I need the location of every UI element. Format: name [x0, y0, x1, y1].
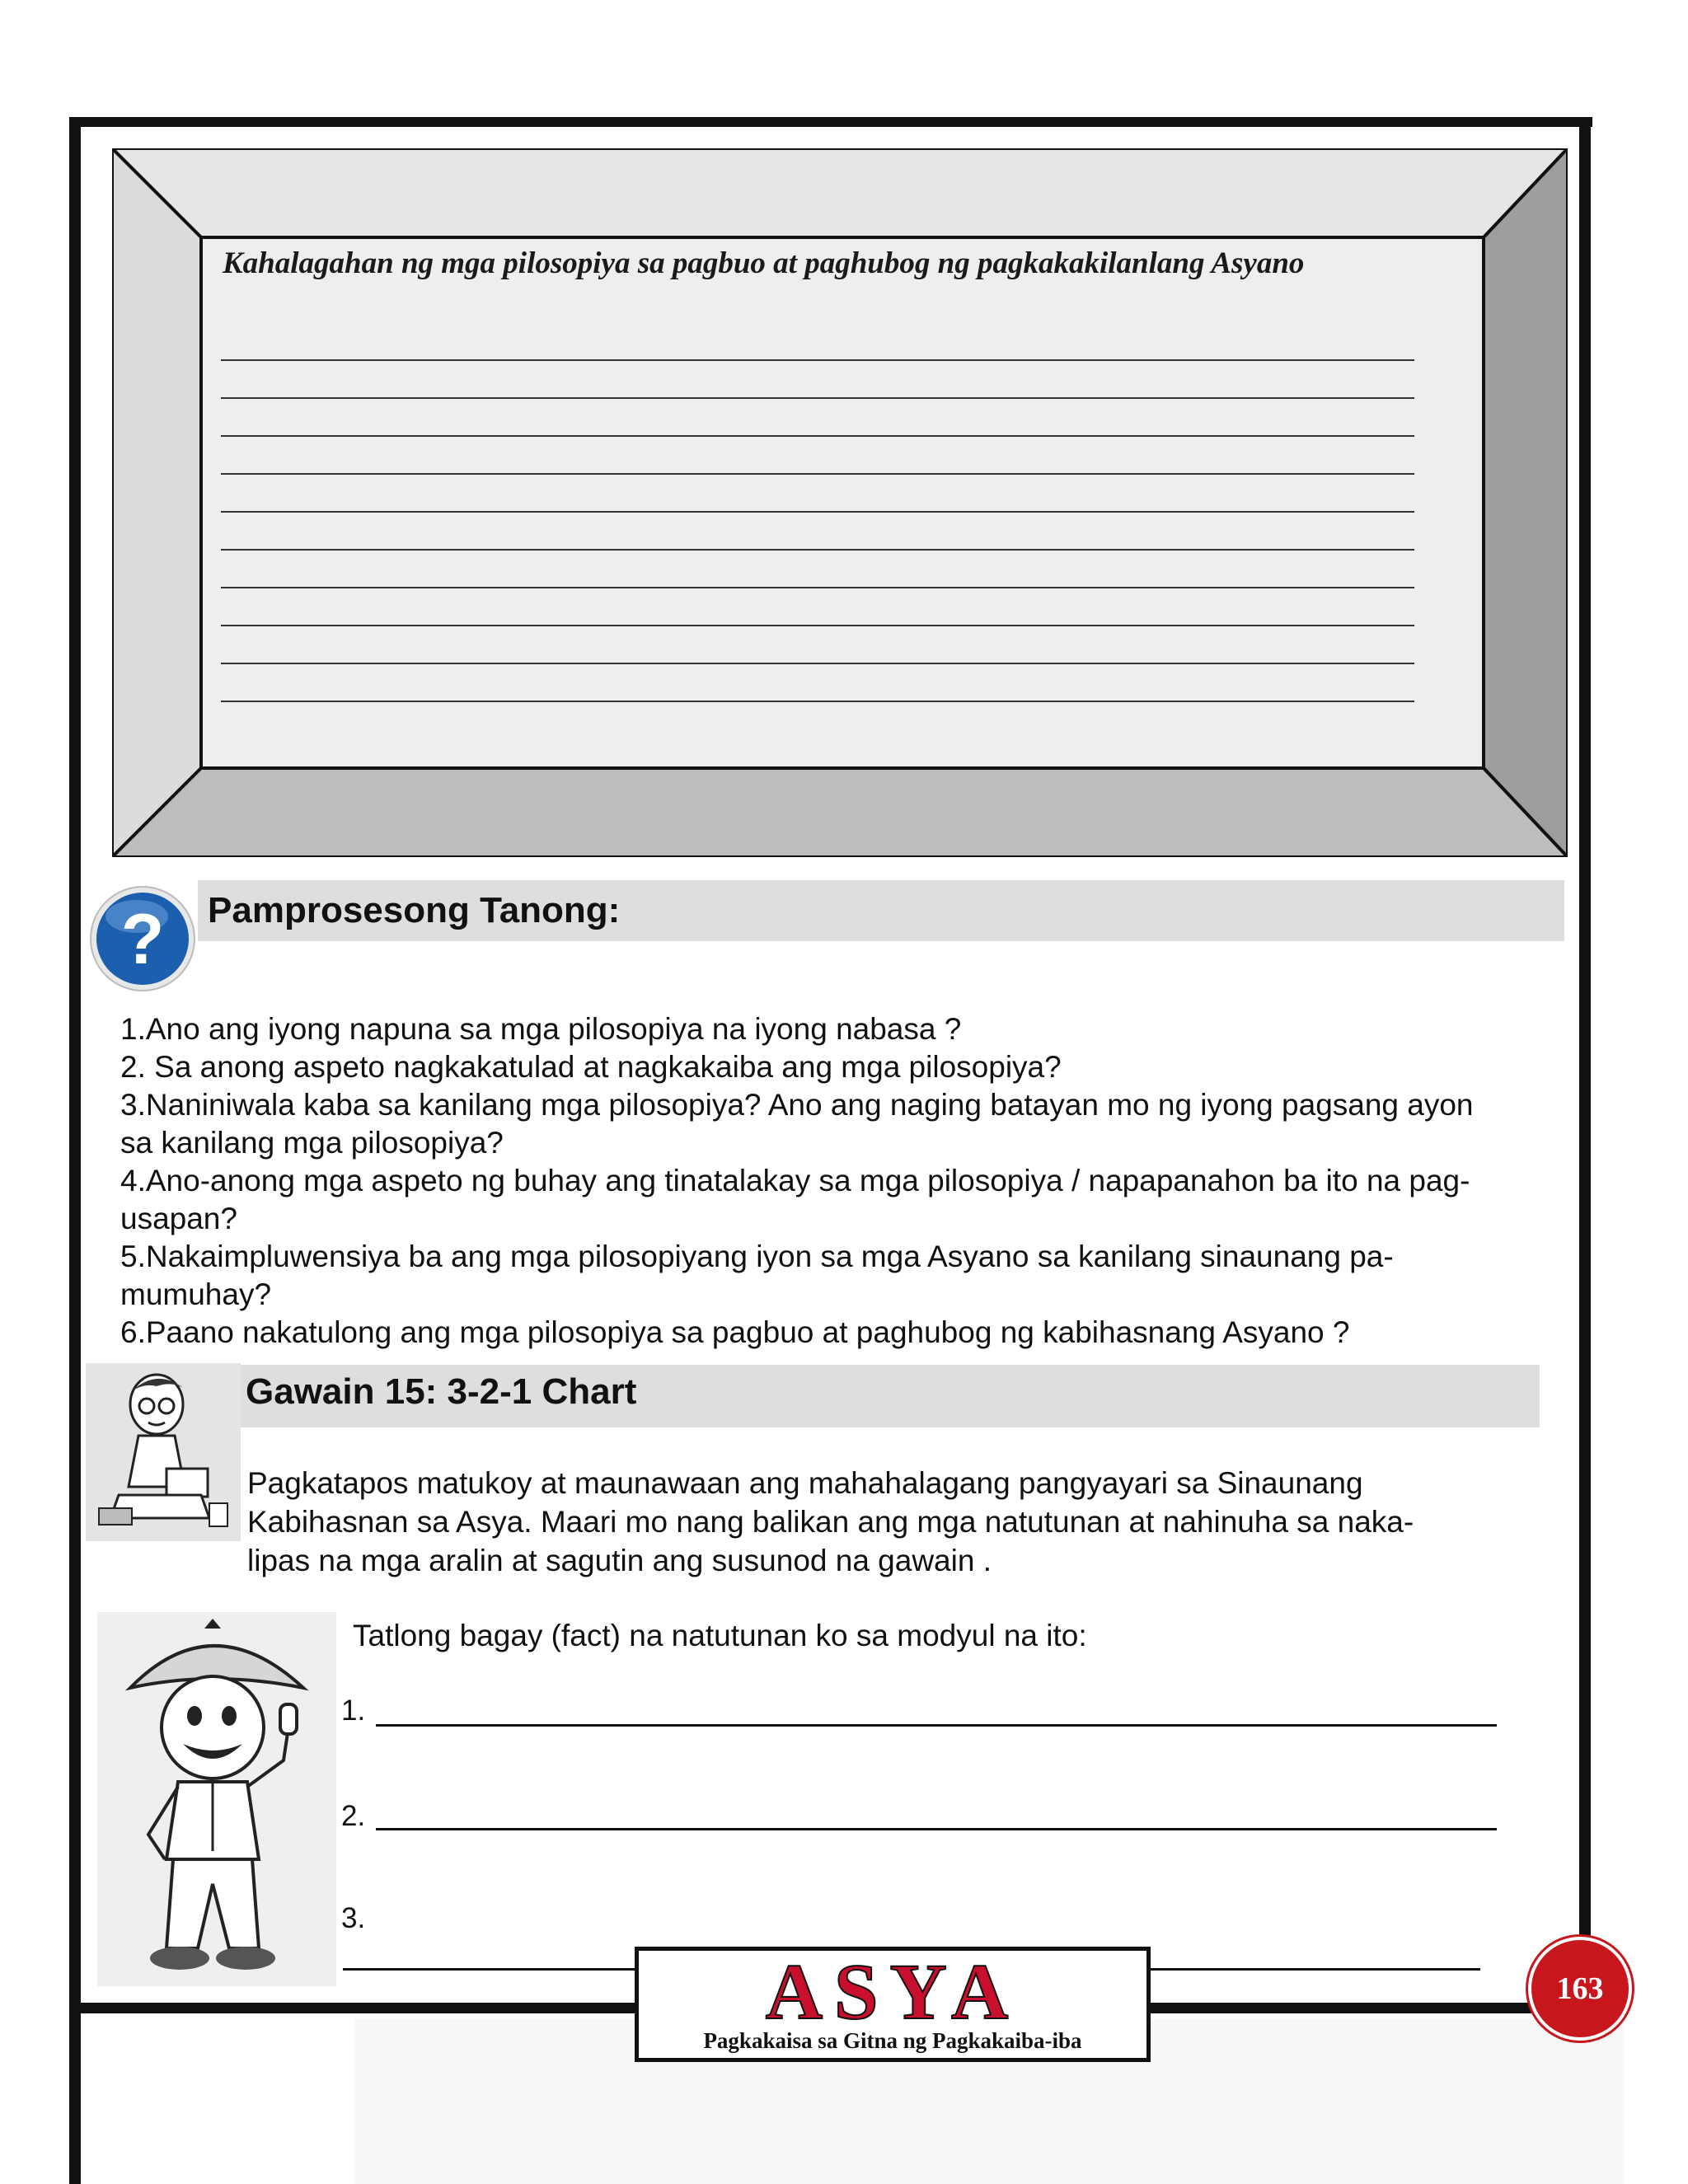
farmer-mascot-illustration: [97, 1612, 336, 1986]
writing-line[interactable]: [221, 435, 1414, 437]
page-border-left: [69, 117, 81, 2184]
instruction-line: Pagkatapos matukoy at maunawaan ang mahahalagang pangyayari sa Sinaunang: [247, 1466, 1363, 1500]
question-item: 1.Ano ang iyong napuna sa mga pilosopiya na iyong nabasa ?: [120, 1012, 962, 1046]
activity-header: Gawain 15: 3-2-1 Chart: [246, 1371, 637, 1412]
svg-text:?: ?: [120, 900, 165, 979]
question-item: 3.Naniniwala kaba sa kanilang mga pilosopiya? Ano ang naging batayan mo ng iyong pagsang ayon sa kanilang mga pilosopiya?: [120, 1088, 1474, 1160]
question-mark-icon: [87, 883, 198, 994]
fact-number: 1.: [341, 1694, 366, 1727]
logo-subtitle: Pagkakaisa sa Gitna ng Pagkakaiba-iba: [703, 2028, 1082, 2053]
page-number-badge: 163: [1528, 1937, 1632, 2041]
fact-answer-line-1[interactable]: [376, 1724, 1497, 1727]
fact-answer-line-2[interactable]: [376, 1828, 1497, 1830]
questions-list: [120, 1010, 1513, 1352]
writing-line[interactable]: [221, 397, 1414, 399]
question-item: 2. Sa anong aspeto nagkakatulad at nagkakaiba ang mga pilosopiya?: [120, 1050, 1062, 1084]
student-reading-illustration: [86, 1363, 241, 1541]
logo-word: ASYA: [765, 1947, 1020, 2036]
page-border-right: [1579, 117, 1591, 2013]
writing-line[interactable]: [221, 473, 1414, 475]
fact-number: 2.: [341, 1800, 366, 1832]
activity-instructions: [247, 1464, 1533, 1580]
writing-line[interactable]: [221, 549, 1414, 551]
asya-logo: [635, 1947, 1151, 2062]
writing-line[interactable]: [221, 663, 1414, 664]
frame-title: Kahalagahan ng mga pilosopiya sa pagbuo at paghubog ng pagkakakilanlang Asyano: [223, 246, 1305, 280]
question-item: 6.Paano nakatulong ang mga pilosopiya sa pagbuo at paghubog ng kabihasnang Asyano ?: [120, 1315, 1350, 1349]
question-item: 5.Nakaimpluwensiya ba ang mga pilosopiyang iyon sa mga Asyano sa kanilang sinaunang pa-mumuhay?: [120, 1240, 1394, 1311]
writing-line[interactable]: [221, 701, 1414, 702]
writing-line[interactable]: [221, 511, 1414, 513]
instruction-line: lipas na mga aralin at sagutin ang susunod na gawain .: [247, 1544, 992, 1577]
fact-number: 3.: [341, 1902, 366, 1934]
questions-header: Pamprosesong Tanong:: [208, 890, 621, 930]
facts-prompt: Tatlong bagay (fact) na natutunan ko sa modyul na ito:: [353, 1619, 1087, 1652]
writing-line[interactable]: [221, 625, 1414, 626]
question-item: 4.Ano-anong mga aspeto ng buhay ang tinatalakay sa mga pilosopiya / napapanahon ba ito na pag-usapan?: [120, 1164, 1470, 1235]
instruction-line: Kabihasnan sa Asya. Maari mo nang balikan ang mga natutunan at nahinuha sa naka-: [247, 1505, 1414, 1539]
writing-line[interactable]: [221, 587, 1414, 588]
page-border-top: [69, 117, 1592, 127]
writing-line[interactable]: [221, 359, 1414, 361]
